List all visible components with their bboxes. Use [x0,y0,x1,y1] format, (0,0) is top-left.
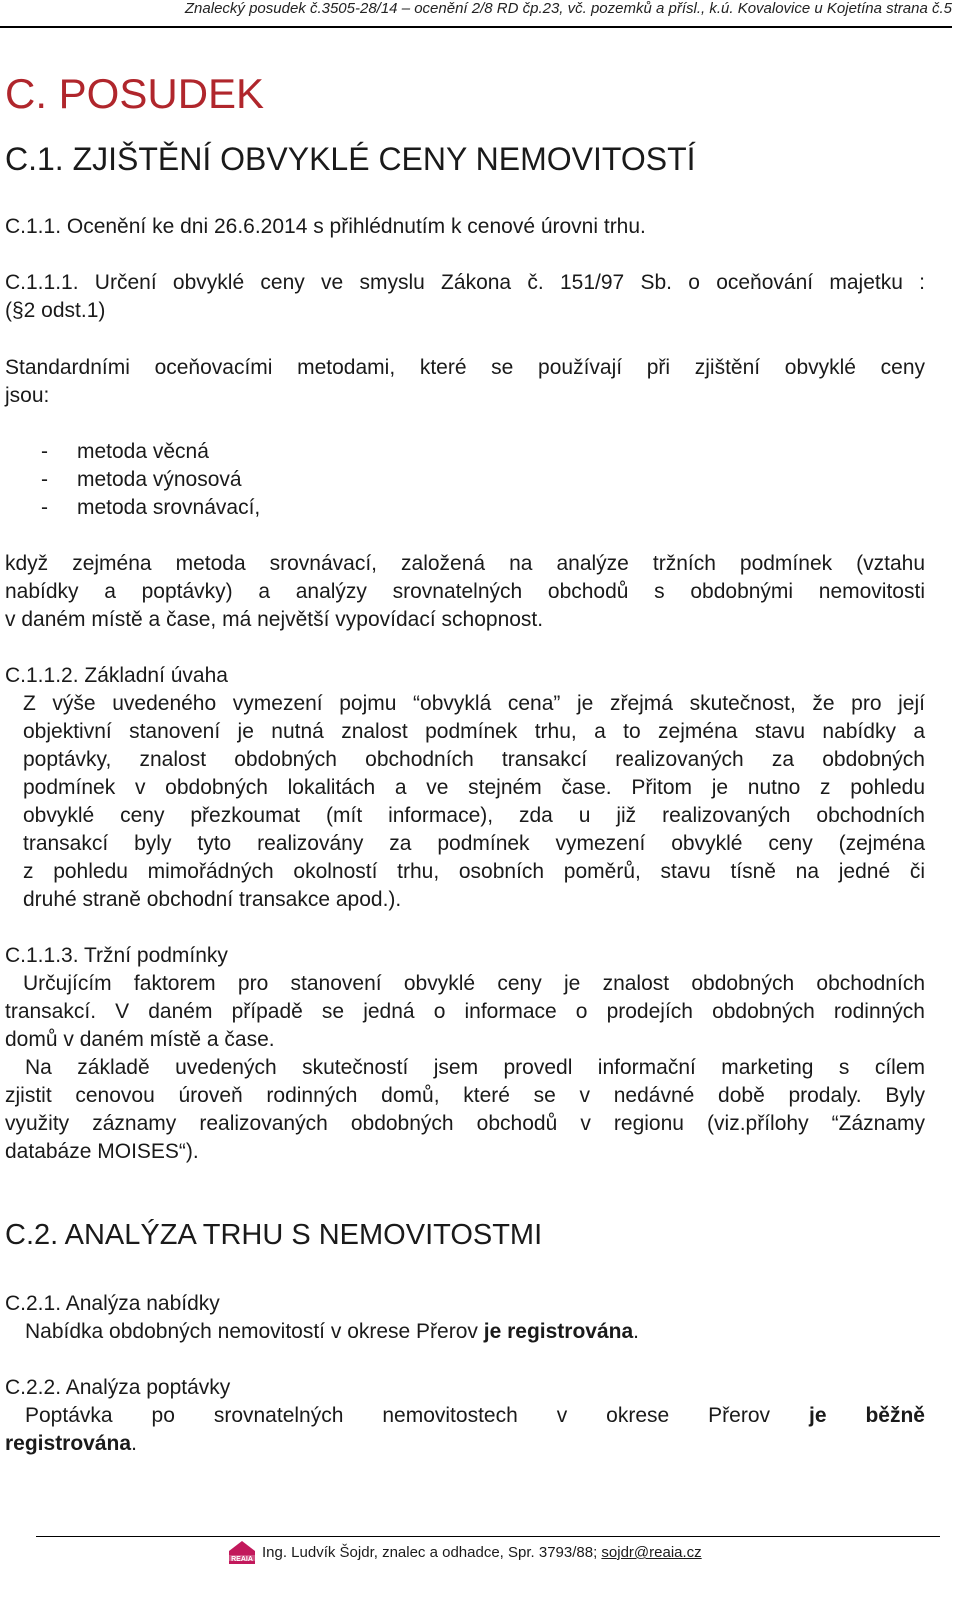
c11-title: C.1.1. Ocenění ke dni 26.6.2014 s přihlédnutím k cenové úrovni trhu. [5,215,646,238]
list-bullet: - [41,496,48,519]
c22-text-continued [5,1430,137,1458]
c21-title: C.2.1. Analýza nabídky [5,1292,220,1315]
footer-divider [36,1536,940,1537]
c22-text-end: . [131,1432,137,1455]
paragraph-line: Určujícím faktorem pro stanovení obvyklé ceny je znalost obdobných obchodních [23,972,925,995]
reaia-logo-icon [227,1539,257,1565]
c22-text-bold: je běžně [809,1404,925,1427]
paragraph-line: z pohledu mimořádných okolností trhu, osobních poměrů, stavu tísně na jedné či [23,860,925,883]
c21-text-end: . [633,1320,639,1343]
paragraph-line: Na základě uvedených skutečností jsem provedl informační marketing s cílem [25,1056,925,1079]
c2-title: C.2. ANALÝZA TRHU S NEMOVITOSTMI [5,1219,543,1251]
footer-email-link[interactable]: sojdr@reaia.cz [601,1544,702,1561]
c21-text [25,1318,639,1346]
header-text: Znalecký posudek č.3505-28/14 – ocenění 2/8 RD čp.23, vč. pozemků a přísl., k.ú. Kovalovice u Kojetína strana č.5 [184,0,952,17]
paragraph-line: databáze MOISES“). [5,1140,199,1163]
c22-text-plain: Poptávka po srovnatelných nemovitostech v okrese Přerov [25,1404,771,1427]
footer-author: Ing. Ludvík Šojdr, znalec a odhadce, Spr. 3793/88; [262,1544,602,1561]
paragraph-line: nabídky a poptávky) a analýzy srovnatelných obchodů s obdobnými nemovitosti [5,580,925,603]
c113-paragraph-1 [5,970,925,1054]
list-item: metoda srovnávací, [77,496,261,519]
paragraph-line: Z výše uvedeného vymezení pojmu “obvyklá cena” je zřejmá skutečnost, že pro její [23,692,925,715]
c111-line: C.1.1.1. Určení obvyklé ceny ve smyslu Zákona č. 151/97 Sb. o oceňování majetku : [5,271,925,294]
list-item: metoda výnosová [77,468,242,491]
methods-paragraph [5,550,925,634]
paragraph-line: zjistit cenovou úroveň rodinných domů, které se v nedávné době prodaly. Byly [5,1084,925,1107]
paragraph-line [25,1402,925,1430]
section-title: C. POSUDEK [5,70,265,117]
c21-text-bold: je registrována [483,1320,634,1343]
paragraph-line: obvyklé ceny přezkoumat (mít informace), zda u již realizovaných obchodních [23,804,925,827]
intro-paragraph [5,354,925,410]
paragraph-line: transakcí byly tyto realizovány za podmínek vymezení obvyklé ceny (zejména [23,832,925,855]
paragraph-line: když zejména metoda srovnávací, založená na analýze tržních podmínek (vztahu [5,552,925,575]
c22-title: C.2.2. Analýza poptávky [5,1376,231,1399]
c113-title: C.1.1.3. Tržní podmínky [5,944,228,967]
paragraph-line: Standardními oceňovacími metodami, které se používají při zjištění obvyklé ceny [5,356,925,379]
page-header [0,0,952,28]
c22-text [25,1402,925,1430]
paragraph-line: jsou: [5,384,50,407]
footer-text [262,1544,702,1561]
logo-text: REAIA [231,1556,253,1563]
paragraph-line: druhé straně obchodní transakce apod.). [23,888,402,911]
list-bullet: - [41,468,48,491]
paragraph-line: objektivní stanovení je nutná znalost podmínek trhu, a to zejména stavu nabídky a [23,720,925,743]
list-item: metoda věcná [77,440,209,463]
c111-line: (§2 odst.1) [5,299,106,322]
c111-title [5,269,925,325]
paragraph-line: podmínek v obdobných lokalitách a ve stejném čase. Přitom je nutno z pohledu [23,776,925,799]
paragraph-line: transakcí. V daném případě se jedná o informace o prodejích obdobných rodinných [5,1000,925,1023]
c112-title: C.1.1.2. Základní úvaha [5,664,228,687]
c112-paragraph [23,690,925,914]
paragraph-line: v daném místě a čase, má největší vypovídací schopnost. [5,608,544,631]
c113-paragraph-2 [5,1054,925,1166]
c22-text-bold-2: registrována [5,1432,132,1455]
paragraph-line: domů v daném místě a čase. [5,1028,275,1051]
list-bullet: - [41,440,48,463]
c1-title: C.1. ZJIŠTĚNÍ OBVYKLÉ CENY NEMOVITOSTÍ [5,141,696,177]
paragraph-line: poptávky, znalost obdobných obchodních transakcí realizovaných za obdobných [23,748,925,771]
c21-text-plain: Nabídka obdobných nemovitostí v okrese Přerov [25,1320,484,1343]
paragraph-line: využity záznamy realizovaných obdobných obchodů v regionu (viz.přílohy “Záznamy [5,1112,925,1135]
